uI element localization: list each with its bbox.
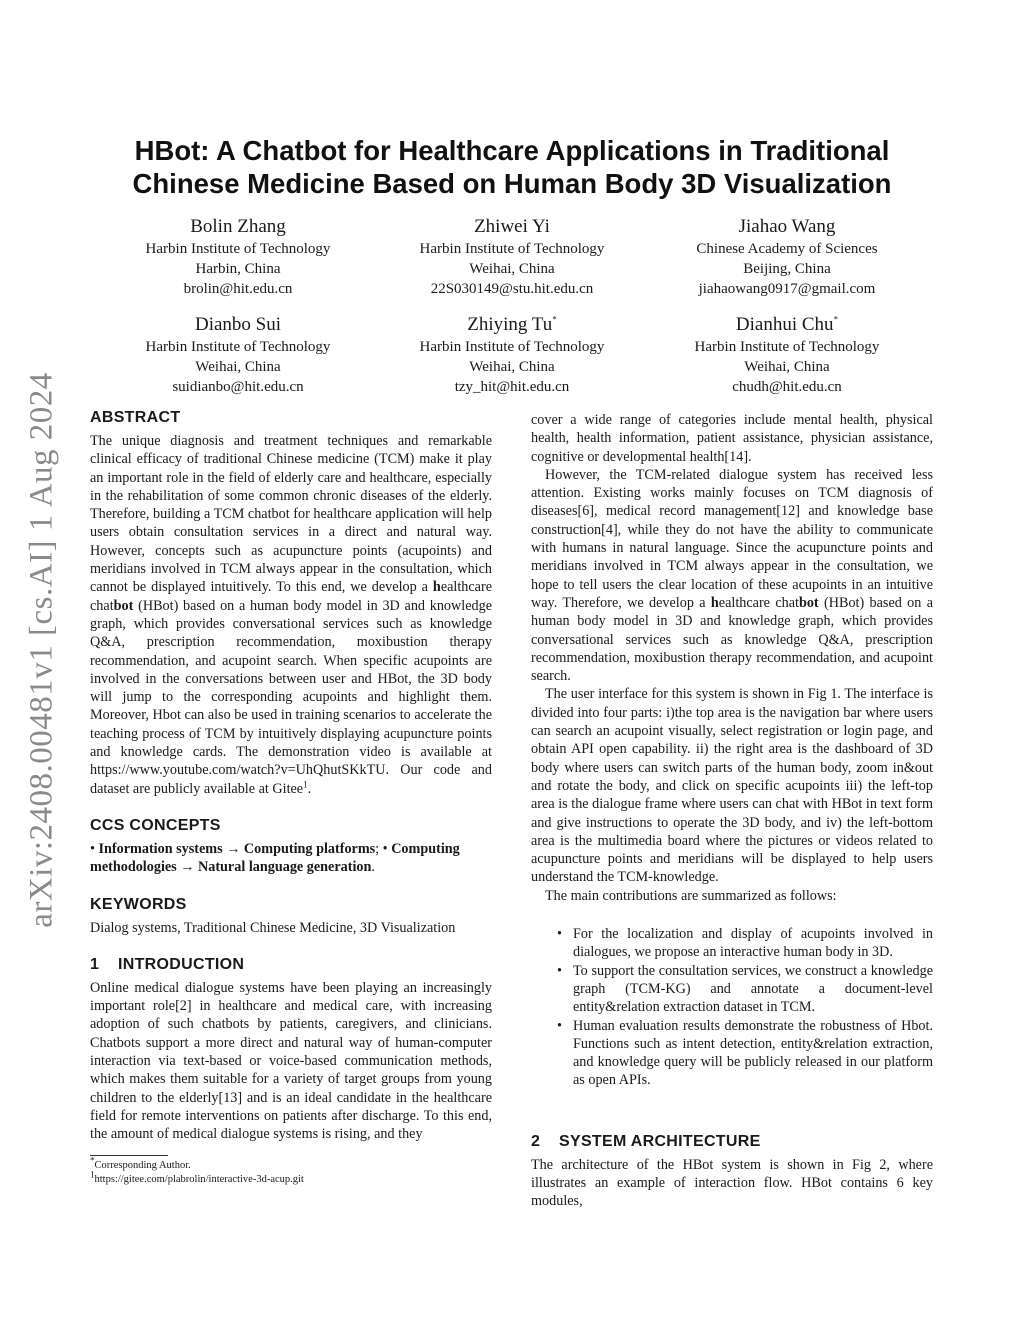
system-architecture-heading: 2 SYSTEM ARCHITECTURE <box>531 1132 761 1150</box>
author-name: Jiahao Wang <box>738 216 836 237</box>
author-name: Bolin Zhang <box>190 216 286 237</box>
paragraph-categories: cover a wide range of categories include mental health, physical health, health information, patient assistance, physician assistance, cognitive or developmental health[14]. <box>531 412 933 465</box>
author-affiliation: Harbin Institute of Technology <box>419 339 605 355</box>
system-architecture-paragraph: The architecture of the HBot system is shown in Fig 2, where illustrates an example of interaction flow. HBot contains 6 key modules, <box>531 1156 933 1210</box>
author-block-3 <box>662 215 912 299</box>
footnote-url: $^1$https://gitee.com/plabrolin/interactive-3d-acup.git <box>90 1169 304 1185</box>
author-affiliation: Harbin Institute of Technology <box>145 339 331 355</box>
author-location: Beijing, China <box>743 261 831 277</box>
ccs-concepts: • Information systems → Computing platforms; • Computing methodologies → Natural language generation. <box>90 840 460 876</box>
author-location: Harbin, China <box>195 261 281 277</box>
list-item: • Human evaluation results demonstrate the robustness of Hbot. Functions such as intent detection, entity&relation extraction, and knowledge query will be publicly released in our platform as open APIs. <box>557 1017 933 1089</box>
author-location: Weihai, China <box>744 359 830 375</box>
author-affiliation: Chinese Academy of Sciences <box>696 241 878 257</box>
author-location: Weihai, China <box>469 261 555 277</box>
author-block-4 <box>113 313 363 397</box>
author-email: tzy_hit@hit.edu.cn <box>454 379 570 395</box>
arxiv-identifier: arXiv:2408.00481v1 [cs.AI] 1 Aug 2024 <box>23 372 60 928</box>
author-block-6 <box>662 313 912 397</box>
abstract-paragraph: The unique diagnosis and treatment techniques and remarkable clinical efficacy of traditional Chinese medicine (TCM) make it play an important role in the field of elderly care and healthcare, especially in the rehabilitation of some common chronic diseases of the elderly. Therefore, building a TCM chatbot for healthcare application will help users obtain consultation services in a direct and natural way. However, concepts such as acupuncture points (acupoints) and meridians involved in TCM always appear in the consultation, which cannot be displayed intuitively. To this end, we develop a healthcare chatbot (HBot) based on a human body model in 3D and knowledge graph, which provides conversational services such as knowledge Q&A, prescription recommendation, moxibustion therapy recommendation, and acupoint search. When specific acupoints are involved in the conversations between user and HBot, the 3D body will jump to the corresponding acupoints and highlight them. Moreover, Hbot can also be used in training scenarios to accelerate the teaching process of TCM by intuitively displaying acupuncture points and knowledge cards. The demonstration video is available at https://www.youtube.com/watch?v=UhQhutSKkTU. Our code and dataset are publicly available at Gitee$^1$. <box>90 433 492 797</box>
author-name: Zhiying Tu* <box>467 314 557 335</box>
author-name: Dianbo Sui <box>194 314 282 335</box>
paragraph-user-interface: The user interface for this system is shown in Fig 1. The interface is divided into four parts: i)the top area is the navigation bar where users can search an acupoint visually, select registration or login page, and obtain API open capability. ii) the right area is the dashboard of 3D body where users can switch parts of the human body, zoom in&out and rotate the body, and click on specific acupoints iii) the left-top area is the dialogue frame where users can chat with HBot in text form and give instructions to operate the 3D body, and iv) the left-bottom area is the multimedia board where the pictures or videos related to acupuncture points and meridians will be displayed to help users understand the TCM-knowledge. <box>531 686 933 886</box>
bullet-icon: • <box>557 926 562 943</box>
left-column <box>90 408 492 1144</box>
list-item: • For the localization and display of acupoints involved in dialogues, we propose an interactive human body in 3D. <box>557 926 933 961</box>
paragraph-contributions-intro: The main contributions are summarized as follows: <box>545 887 837 904</box>
paragraph-tcm-dialogue: However, the TCM-related dialogue system has received less attention. Existing works mainly focuses on TCM diagnosis of diseases[6], medical record management[12] and knowledge base construction[4], while they do not have the ability to communicate with humans in natural language. Since the acupuncture points and meridians involved in TCM always appear in the consultation, we hope to tell users the clear location of these acupoints in an intuitive way. Therefore, we develop a healthcare chatbot (HBot) based on a human body model in 3D and knowledge graph, which provides conversational services such as knowledge Q&A, prescription recommendation, moxibustion therapy recommendation, and acupoint search. <box>531 466 933 685</box>
bullet-icon: • <box>557 1017 562 1034</box>
title-line-2: Chinese Medicine Based on Human Body 3D Visualization <box>132 168 892 199</box>
author-name: Dianhui Chu* <box>735 314 839 335</box>
keywords-heading: KEYWORDS <box>90 895 187 913</box>
author-email: jiahaowang0917@gmail.com <box>698 281 876 297</box>
contributions-list <box>531 925 933 1090</box>
introduction-paragraph: Online medical dialogue systems have been playing an increasingly important role[2] in healthcare and medical care, with increasing adoption of such chatbots by patients, caregivers, and clinicians. Chatbots support a more direct and natural way of human-computer interaction via text-based or voice-based communication methods, which makes them suitable for a variety of target groups from young children to the elderly[13] and is an ideal candidate in the healthcare field for remote interventions on patients after discharge. To this end, the amount of medical dialogue systems is rising, and they <box>90 979 492 1143</box>
introduction-heading: 1 INTRODUCTION <box>90 955 245 973</box>
bullet-icon: • <box>557 962 562 979</box>
author-affiliation: Harbin Institute of Technology <box>419 241 605 257</box>
author-email: chudh@hit.edu.cn <box>732 379 842 395</box>
footnote-corresponding: *Corresponding Author. <box>90 1155 191 1171</box>
ccs-heading: CCS CONCEPTS <box>90 816 221 834</box>
author-affiliation: Harbin Institute of Technology <box>145 241 331 257</box>
author-block-1 <box>113 215 363 299</box>
author-location: Weihai, China <box>469 359 555 375</box>
author-name: Zhiwei Yi <box>474 216 550 237</box>
keywords-text: Dialog systems, Traditional Chinese Medicine, 3D Visualization <box>90 919 456 936</box>
author-email: suidianbo@hit.edu.cn <box>172 379 304 395</box>
author-block-2 <box>387 215 637 299</box>
footnote-divider <box>90 1155 168 1156</box>
author-email: brolin@hit.edu.cn <box>183 281 293 297</box>
author-location: Weihai, China <box>195 359 281 375</box>
abstract-heading: ABSTRACT <box>90 409 181 426</box>
list-item: • To support the consultation services, we construct a knowledge graph (TCM-KG) and annotate a document-level entity&relation extraction dataset in TCM. <box>557 962 933 1016</box>
right-column <box>531 411 933 1211</box>
footnote-ref: 1 <box>303 778 308 789</box>
footnotes <box>90 1155 492 1187</box>
author-affiliation: Harbin Institute of Technology <box>694 339 880 355</box>
author-email: 22S030149@stu.hit.edu.cn <box>430 281 594 297</box>
author-block-5 <box>387 313 637 397</box>
title-line-1: HBot: A Chatbot for Healthcare Applications in Traditional <box>134 135 890 166</box>
paper-title <box>60 134 964 200</box>
